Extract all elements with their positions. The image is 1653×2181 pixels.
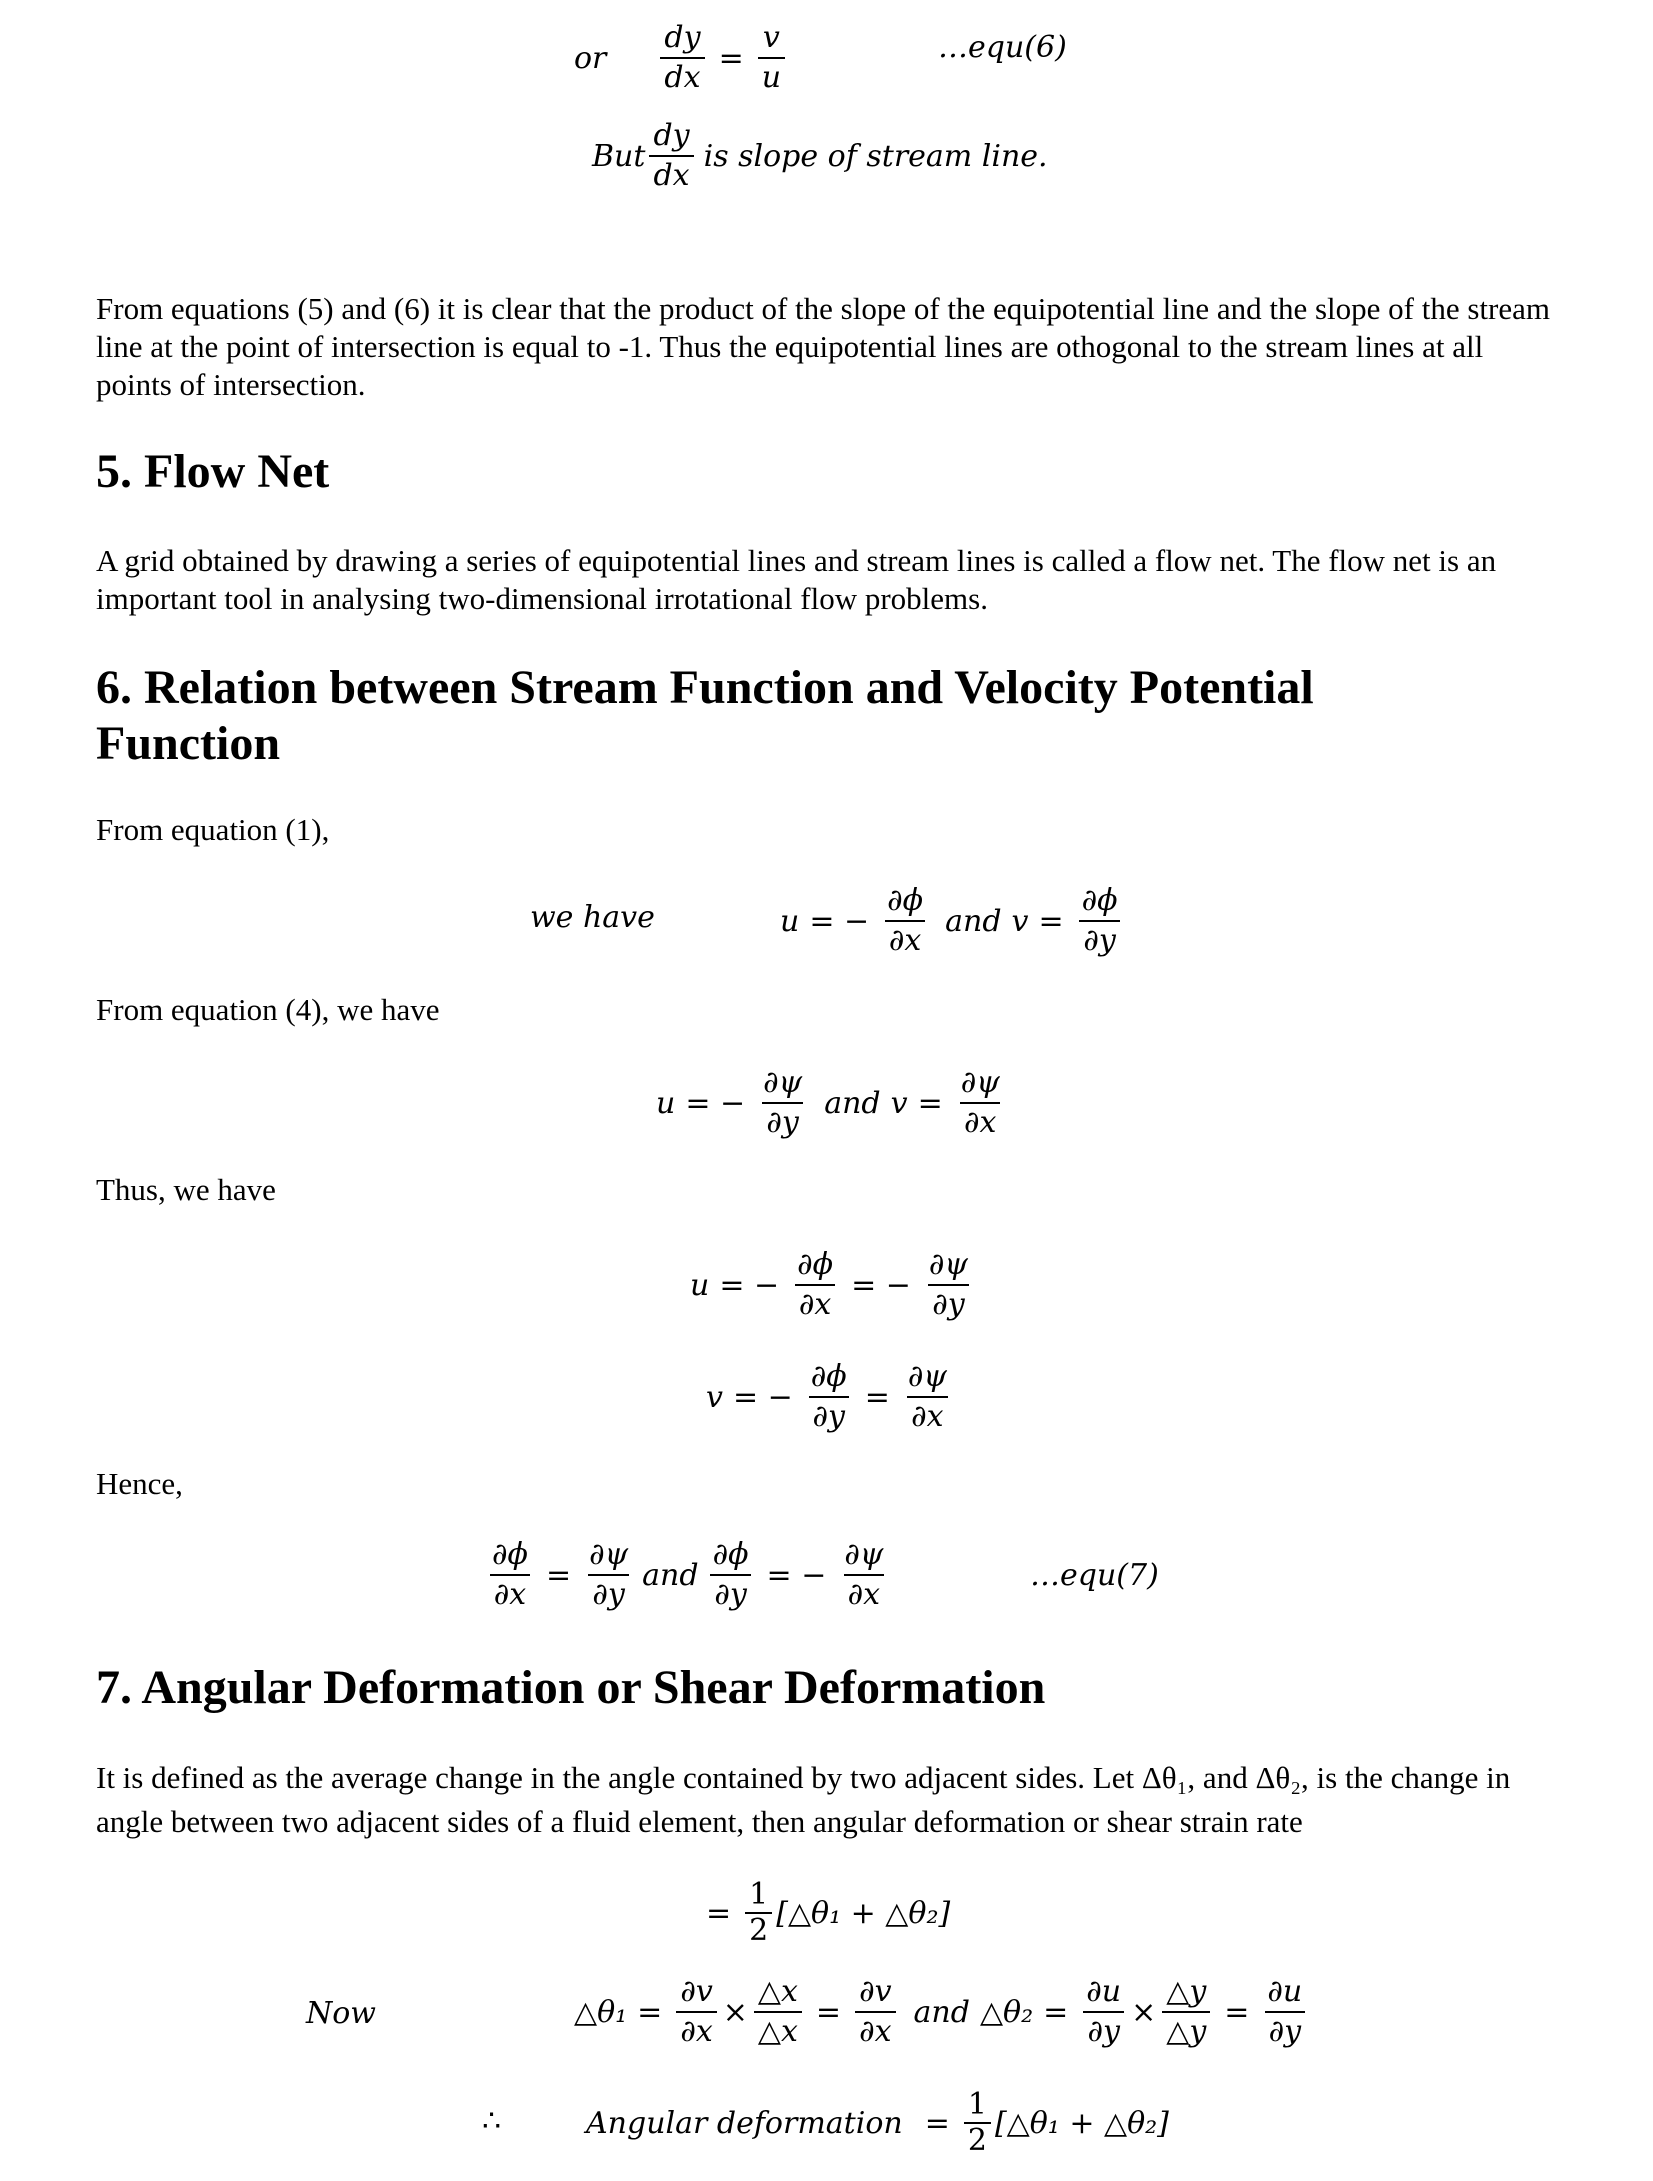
angular-deformation-paragraph: It is defined as the average change in the angle contained by two adjacent sides. Let Δθ₁, and Δθ₂, is the change in angle between two adjacent sides of a fluid element, then angular deformation or shear strain rate: [96, 1760, 1511, 1839]
one-half-fraction: $\frac{1}{2}$: [745, 1880, 772, 1946]
section-7-heading: 7. Angular Deformation or Shear Deformation: [96, 1661, 1046, 1714]
equ6-tag: …equ(6): [938, 30, 1067, 65]
from-equation-1: From equation (1),: [96, 812, 330, 847]
or-label: or: [574, 40, 607, 76]
slope-text: is slope of stream line.: [703, 138, 1048, 174]
equation-7: $\frac{\partial\phi}{\partial x}$ = $\frac{\partial\psi}{\partial y}$ and $\frac{\partial\phi}{\partial y}$ = − $\frac{\partial\psi}{\partial x}$: [484, 1530, 891, 1620]
equ7-tag: …equ(7): [1030, 1558, 1159, 1593]
dy-dx-fraction-2: $\frac{dy}{dx}$: [649, 119, 693, 193]
dphi-dx-fraction: $\frac{\partial\phi}{\partial x}$: [883, 884, 927, 958]
dpsi-dx-fraction: $\frac{\partial\psi}{\partial x}$: [960, 1065, 1000, 1140]
flow-net-paragraph: A grid obtained by drawing a series of equipotential lines and stream lines is called a flow net. The flow net is an important tool in analysing two-dimensional irrotational flow problems.: [96, 543, 1497, 616]
equation-1-restated: u = − $\frac{\partial\phi}{\partial x}$ and v = $\frac{\partial\phi}{\partial y}$: [780, 876, 1126, 966]
delta-theta-definitions: △θ₁ = $\frac{\partial v}{\partial x}$ × $\frac{\triangle x}{\triangle x}$ = $\frac{\partial v}{\partial x}$ and △θ₂ = $\frac{\partial u}{\partial y}$ × $\frac{\triangle y}{\triangle y}$ = $\frac{\partial u}{\partial y}$: [574, 1966, 1310, 2058]
slope-statement: [592, 116, 1048, 196]
hence-label: Hence,: [96, 1466, 183, 1501]
orthogonality-paragraph: From equations (5) and (6) it is clear that the product of the slope of the equipotential line and the slope of the stream line at the point of intersection is equal to -1. Thus the equipotential lines are othogonal to the stream lines at all points of intersection.: [96, 291, 1551, 402]
equation-6: or $\frac{dy}{dx}$ = $\frac{v}{u}$: [574, 18, 789, 98]
dphi-dy-fraction: $\frac{\partial\phi}{\partial y}$: [1078, 884, 1122, 958]
now-label: Now: [306, 1996, 376, 2031]
thus-label: Thus, we have: [96, 1172, 276, 1207]
u-relation: u = − $\frac{\partial\phi}{\partial x}$ = − $\frac{\partial\psi}{\partial y}$: [690, 1247, 968, 1322]
dpsi-dy-fraction: $\frac{\partial\psi}{\partial y}$: [763, 1065, 803, 1140]
we-have-label: we have: [530, 900, 655, 935]
equation-4-restated: u = − $\frac{\partial\psi}{\partial y}$ and v = $\frac{\partial\psi}{\partial x}$: [656, 1058, 1008, 1148]
section-5-heading: 5. Flow Net: [96, 445, 330, 498]
dy-dx-fraction: $\frac{dy}{dx}$: [660, 21, 704, 95]
v-relation: v = − $\frac{\partial\phi}{\partial y}$ = $\frac{\partial\psi}{\partial x}$: [706, 1359, 947, 1434]
section-6-heading: 6. Relation between Stream Function and Velocity Potential Function: [96, 661, 1314, 770]
from-equation-4: From equation (4), we have: [96, 992, 440, 1027]
half-sum-expression: = $\frac{1}{2}$ [△θ₁ + △θ₂]: [706, 1877, 951, 1948]
v-u-fraction: $\frac{v}{u}$: [758, 21, 785, 95]
angular-deformation-result: Angular deformation = $\frac{1}{2}$ [△θ₁ + △θ₂]: [586, 2087, 1169, 2158]
therefore-symbol: ∴: [482, 2104, 502, 2139]
but-label: But: [592, 138, 646, 174]
